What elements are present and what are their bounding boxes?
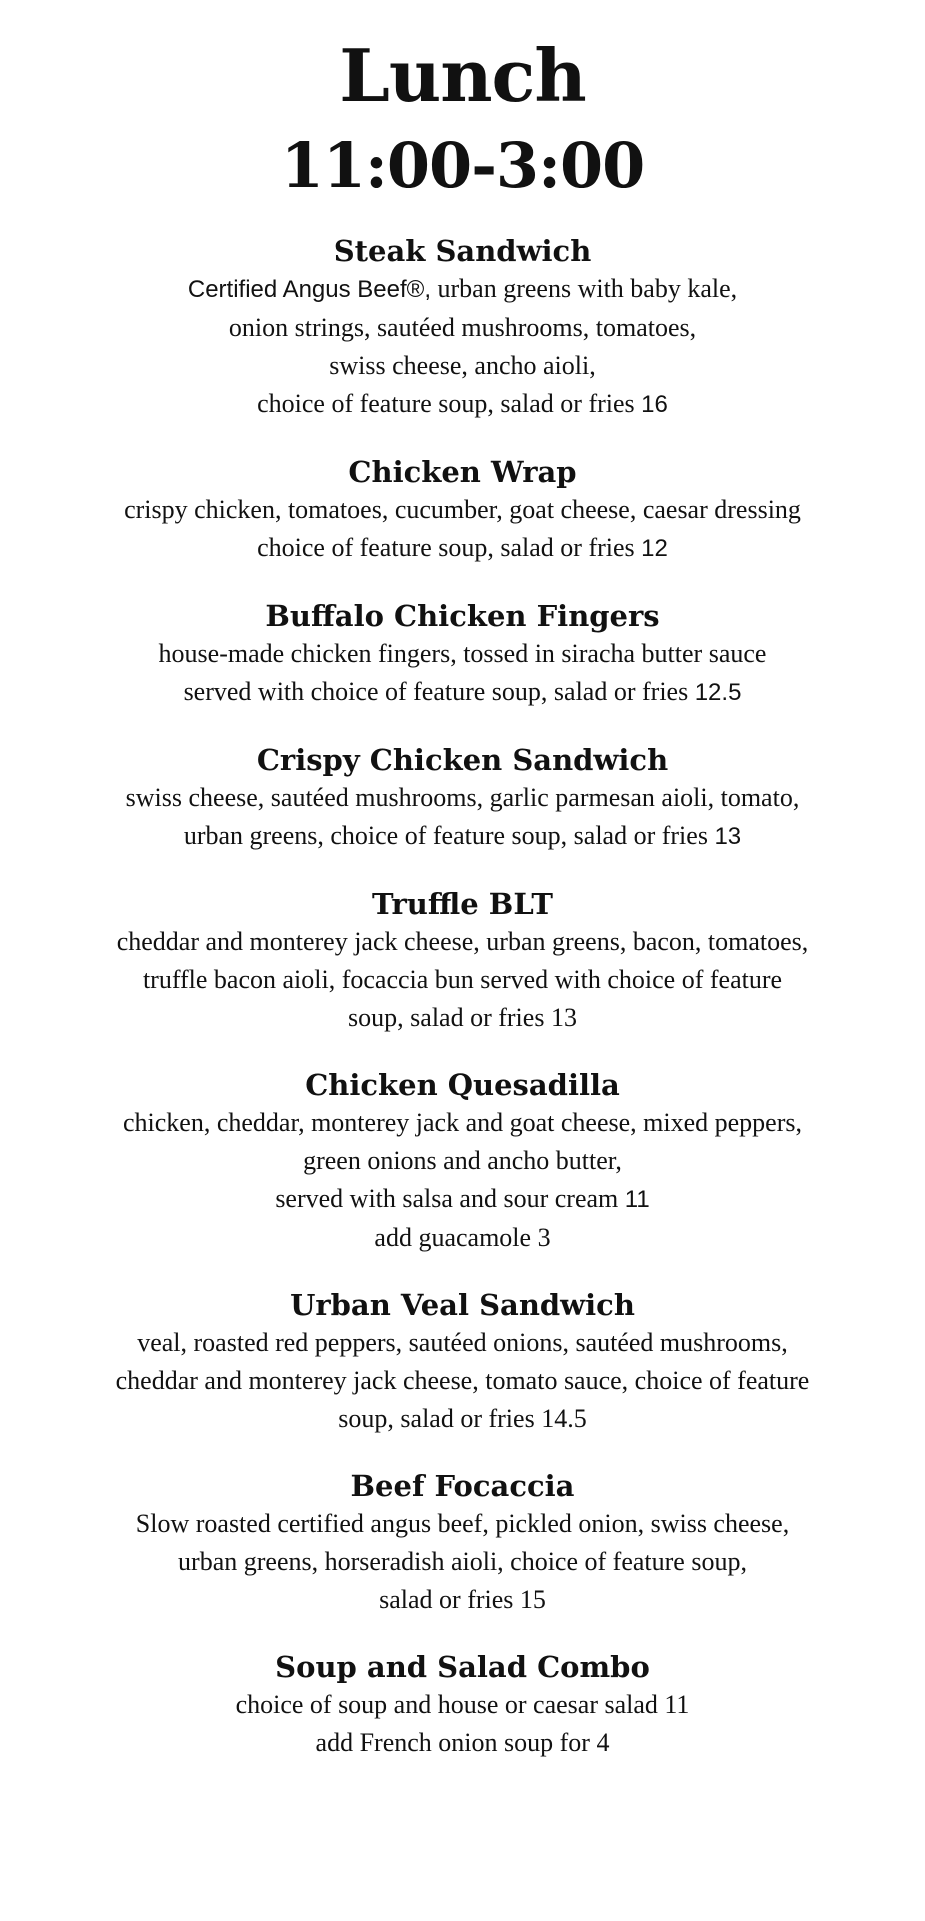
menu-item-description-line: [13, 1324, 913, 1362]
menu-item-description-line: [13, 1142, 913, 1180]
menu-item-name: Chicken Quesadilla: [305, 1068, 620, 1102]
menu-item-description-text: choice of feature soup, salad or fries: [257, 389, 642, 418]
menu-item-description-text: green onions and ancho butter,: [303, 1146, 622, 1175]
menu-item-description-text: salad or fries 15: [379, 1585, 546, 1614]
menu-item: [13, 597, 913, 712]
menu-item-description-text: served with choice of feature soup, salad or fries: [183, 677, 695, 706]
menu-item-description-line: [13, 1543, 913, 1581]
menu-item: [13, 1467, 913, 1619]
menu-item-description-line: [13, 1104, 913, 1142]
menu-item-description-text: chicken, cheddar, monterey jack and goat cheese, mixed peppers,: [123, 1108, 802, 1137]
menu-item: [13, 1648, 913, 1762]
menu-item-description-line: [13, 385, 913, 424]
menu-item: [13, 885, 913, 1037]
menu-item-description-text: soup, salad or fries 13: [348, 1003, 577, 1032]
menu-item-description-line: [13, 1219, 913, 1257]
menu-item-description-text: house-made chicken fingers, tossed in siracha butter sauce: [158, 639, 767, 668]
menu-items: [0, 232, 925, 1762]
menu-item-name: Urban Veal Sandwich: [290, 1288, 635, 1322]
menu-item-description-text: swiss cheese, ancho aioli,: [329, 351, 596, 380]
menu-item-name: Crispy Chicken Sandwich: [256, 743, 669, 777]
menu-item: [13, 1286, 913, 1438]
menu-item-name: Buffalo Chicken Fingers: [265, 599, 660, 633]
menu-item-description-line: [13, 923, 913, 961]
menu-item-price: 13: [714, 823, 742, 850]
menu-item-description-line: [13, 1724, 913, 1762]
menu-item-description-line: [13, 999, 913, 1037]
menu-item-description-line: [13, 347, 913, 385]
menu-item-price: 12: [641, 535, 668, 562]
menu-item-description-line: [13, 491, 913, 529]
menu-item-name: Beef Focaccia: [350, 1469, 575, 1503]
menu-item-description-line: [13, 1180, 913, 1219]
menu-item-description-text: veal, roasted red peppers, sautéed onions, sautéed mushrooms,: [137, 1328, 788, 1357]
menu-item: [13, 1066, 913, 1257]
menu-item-brand: Certified Angus Beef®,: [187, 276, 432, 303]
menu-item-description-line: [13, 673, 913, 712]
menu-item-description-line: [13, 529, 913, 568]
menu-item-description-text: truffle bacon aioli, focaccia bun served with choice of feature: [142, 965, 783, 994]
menu-item-description-line: [13, 635, 913, 673]
menu-item-description-line: [13, 270, 913, 309]
menu-item-description-line: [13, 1581, 913, 1619]
menu-item-name: Steak Sandwich: [333, 234, 592, 268]
menu-item-description-text: urban greens with baby kale,: [431, 274, 738, 303]
menu-item-description-text: add guacamole 3: [374, 1223, 551, 1252]
menu-item-description-text: served with salsa and sour cream: [275, 1184, 625, 1213]
menu-item-description-text: cheddar and monterey jack cheese, urban greens, bacon, tomatoes,: [116, 927, 809, 956]
menu-item-price: 12.5: [694, 679, 742, 706]
menu-item-description-text: urban greens, choice of feature soup, salad or fries: [183, 821, 715, 850]
menu-item-description-line: [13, 1686, 913, 1724]
menu-item-name: Soup and Salad Combo: [275, 1650, 650, 1684]
menu-item-name: Chicken Wrap: [348, 455, 577, 489]
menu-item-description-text: Slow roasted certified angus beef, pickled onion, swiss cheese,: [135, 1509, 790, 1538]
menu-item: [13, 453, 913, 568]
menu-item-description-text: swiss cheese, sautéed mushrooms, garlic parmesan aioli, tomato,: [125, 783, 800, 812]
menu-item-description-text: choice of feature soup, salad or fries: [257, 533, 642, 562]
menu-item-description-text: crispy chicken, tomatoes, cucumber, goat cheese, caesar dressing: [124, 495, 801, 524]
menu-item-description-line: [13, 817, 913, 856]
menu-hours: 11:00-3:00: [280, 129, 645, 202]
menu-item: [13, 741, 913, 856]
menu-item-name: Truffle BLT: [372, 887, 553, 921]
menu-item-price: 16: [641, 391, 668, 418]
menu-item: [13, 232, 913, 424]
menu-item-price: 11: [624, 1186, 650, 1213]
menu-item-description-line: [13, 961, 913, 999]
menu-item-description-line: [13, 1400, 913, 1438]
menu-item-description-text: choice of soup and house or caesar salad 11: [235, 1690, 690, 1719]
menu-item-description-text: soup, salad or fries 14.5: [338, 1404, 587, 1433]
menu-item-description-line: [13, 1362, 913, 1400]
menu-item-description-text: onion strings, sautéed mushrooms, tomatoes,: [228, 313, 697, 342]
menu-item-description-line: [13, 779, 913, 817]
menu-item-description-text: add French onion soup for 4: [315, 1728, 610, 1757]
menu-item-description-text: cheddar and monterey jack cheese, tomato sauce, choice of feature: [115, 1366, 810, 1395]
menu-item-description-line: [13, 309, 913, 347]
menu-item-description-line: [13, 1505, 913, 1543]
menu-item-description-text: urban greens, horseradish aioli, choice of feature soup,: [178, 1547, 747, 1576]
menu-title: Lunch: [339, 33, 586, 118]
